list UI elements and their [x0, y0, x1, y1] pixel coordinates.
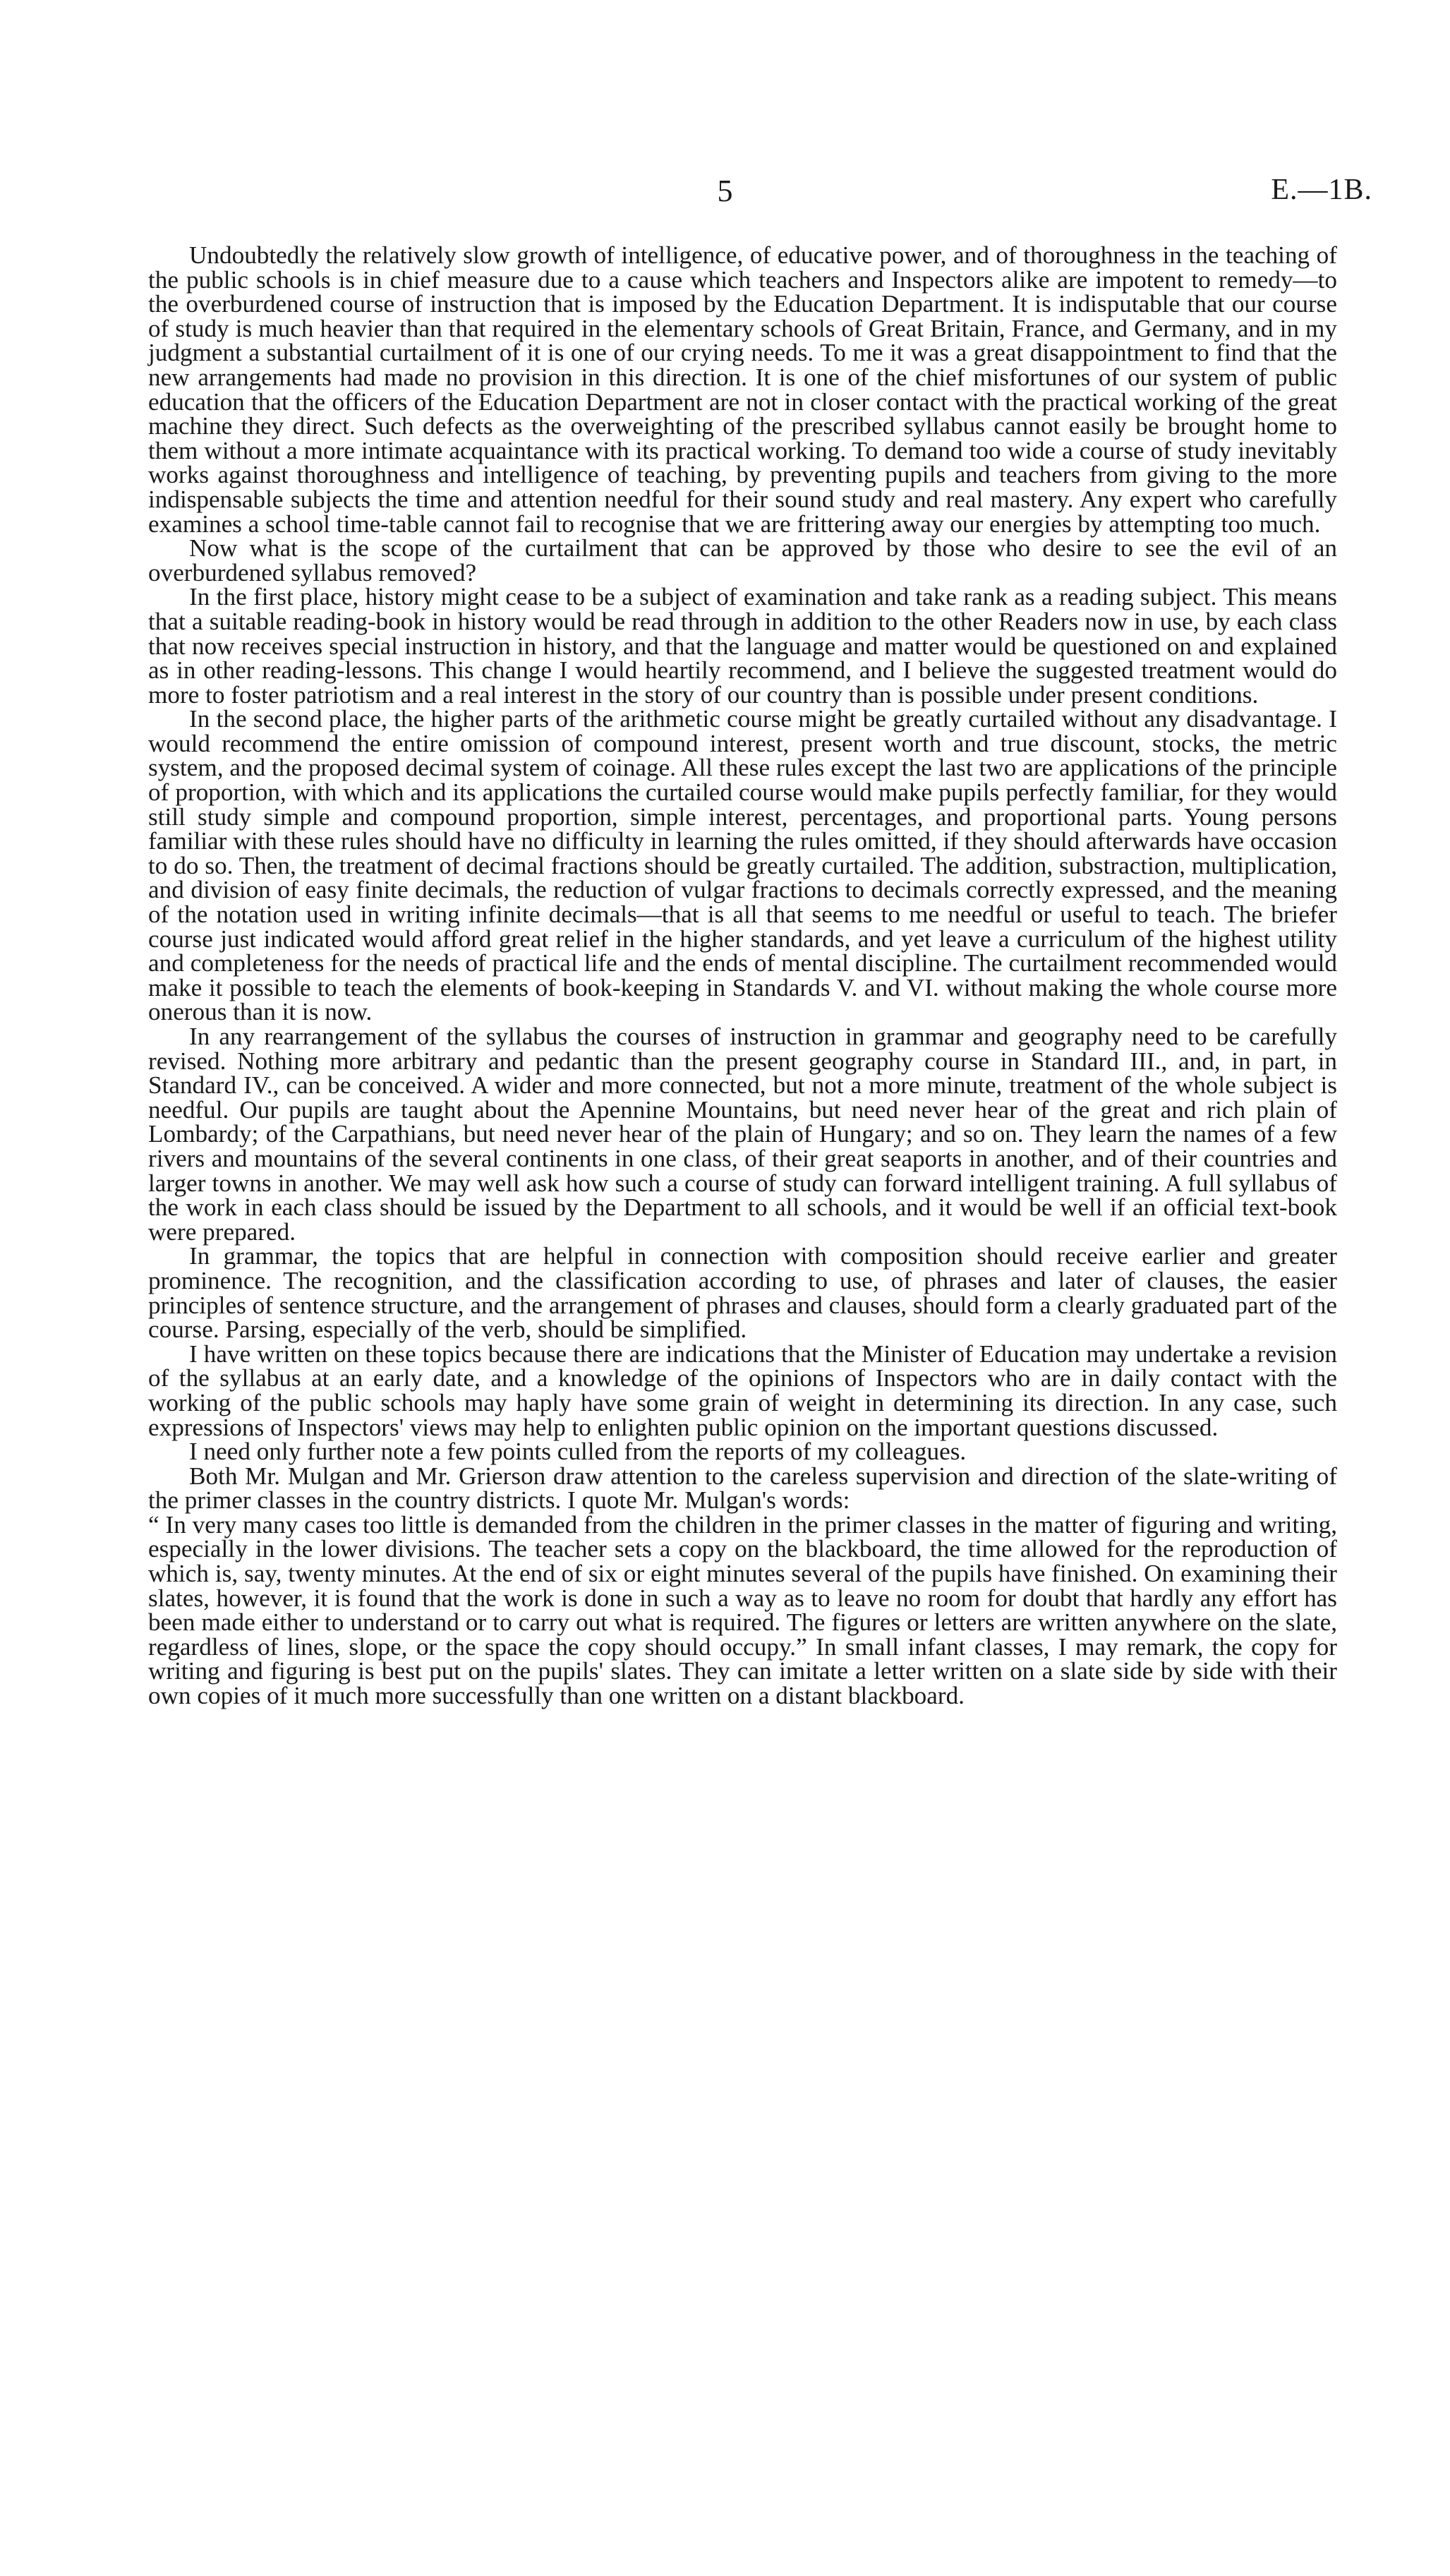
- paragraph-scope-of-curtailment: Now what is the scope of the curtailment that can be approved by those who desire to see the evil of an overburdened syllabus removed?: [148, 534, 1337, 586]
- report-body: [148, 243, 1337, 1709]
- paragraph-arithmetic: In the second place, the higher parts of the arithmetic course might be greatly curtailed without any disadvantage. I would recommend the entire omission of compound interest, present worth and true discount, stocks, the metric system, and the proposed decimal system of coinage. All these rules except the last two are applications of the principle of proportion, with which and its applications the curtailed course would make pupils perfectly familiar, for they would still study simple and compound proportion, simple interest, percentages, and proportional parts. Young persons familiar with these rules should have no difficulty in learning the rules omitted, if they should afterwards have occasion to do so. Then, the treatment of decimal fractions should be greatly curtailed. The addition, substraction, multiplication, and division of easy finite decimals, the reduction of vulgar fractions to decimals correctly expressed, and the meaning of the notation used in writing infinite decimals—that is all that seems to me needful or useful to teach. The briefer course just indicated would afford great relief in the higher standards, and yet leave a curriculum of the highest utility and completeness for the needs of practical life and the ends of mental discipline. The curtailment recommended would make it possible to teach the elements of book-keeping in Standards V. and VI. without making the whole course more onerous than it is now.: [148, 705, 1337, 1026]
- paragraph-grammar: In grammar, the topics that are helpful in connection with composition should receive earlier and greater prominence. The recognition, and the classification according to use, of phrases and later of clauses, the easier principles of sentence structure, and the arrangement of phrases and clauses, should form a clearly graduated part of the course. Parsing, especially of the verb, should be simplified.: [148, 1242, 1337, 1344]
- paragraph-slate-writing: Both Mr. Mulgan and Mr. Grierson draw attention to the careless supervision and direction of the slate-writing of the primer classes in the country districts. I quote Mr. Mulgan's words:: [148, 1462, 1337, 1515]
- paragraph-mulgan-quote: “ In very many cases too little is demanded from the children in the primer classes in the matter of figuring and writing, especially in the lower divisions. The teacher sets a copy on the blackboard, the time allowed for the reproduction of which is, say, twenty minutes. At the end of six or eight minutes several of the pupils have finished. On examining their slates, however, it is found that the work is done in such a way as to leave no room for doubt that hardly any effort has been made either to understand or to carry out what is required. The figures or letters are written anywhere on the slate, regardless of lines, slope, or the space the copy should occupy.” In small infant classes, I may remark, the copy for writing and figuring is best put on the pupils' slates. They can imitate a letter written on a slate side by side with their own copies of it much more successfully than one written on a distant blackboard.: [148, 1510, 1337, 1710]
- paragraph-colleagues-reports: I need only further note a few points culled from the reports of my colleagues.: [189, 1438, 967, 1466]
- page-reference: E.—1B.: [1271, 174, 1372, 206]
- paragraph-overburdened-course: Undoubtedly the relatively slow growth of intelligence, of educative power, and of thoroughness in the teaching of the public schools is in chief measure due to a cause which teachers and Inspectors alike are impotent to remedy—to the overburdened course of instruction that is imposed by the Education Department. It is indisputable that our course of study is much heavier than that required in the elementary schools of Great Britain, France, and Germany, and in my judgment a substantial curtailment of it is one of our crying needs. To me it was a great disappointment to find that the new arrangements had made no provision in this direction. It is one of the chief misfortunes of our system of public education that the officers of the Education Department are not in closer contact with the practical working of the great machine they direct. Such defects as the overweighting of the prescribed syllabus cannot easily be brought home to them without a more intimate acquaintance with its practical working. To demand too wide a course of study inevitably works against thoroughness and intelligence of teaching, by preventing pupils and teachers from giving to the more indispensable subjects the time and attention needful for their sound study and real mastery. Any expert who carefully examines a school time-table cannot fail to recognise that we are frittering away our energies by attempting too much.: [148, 241, 1337, 538]
- paragraph-syllabus-revision: I have written on these topics because there are indications that the Minister of Education may undertake a revision of the syllabus at an early date, and a knowledge of the opinions of Inspectors who are in daily contact with the working of the public schools may haply have some grain of weight in determining its direction. In any case, such expressions of Inspectors' views may help to enlighten public opinion on the important questions discussed.: [148, 1340, 1337, 1441]
- paragraph-history: In the first place, history might cease to be a subject of examination and take rank as a reading subject. This means that a suitable reading-book in history would be read through in addition to the other Readers now in use, by each class that now receives special instruction in history, and that the language and matter would be questioned on and explained as in other reading-lessons. This change I would heartily recommend, and I believe the suggested treatment would do more to foster patriotism and a real interest in the story of our country than is possible under present conditions.: [148, 583, 1337, 709]
- page-number: 5: [717, 174, 733, 208]
- paragraph-geography: In any rearrangement of the syllabus the courses of instruction in grammar and geography need to be carefully revised. Nothing more arbitrary and pedantic than the present geography course in Standard III., and, in part, in Standard IV., can be conceived. A wider and more connected, but not a more minute, treatment of the whole subject is needful. Our pupils are taught about the Apennine Mountains, but need never hear of the great and rich plain of Lombardy; of the Carpathians, but need never hear of the plain of Hungary; and so on. They learn the names of a few rivers and mountains of the several continents in one class, of their great seaports in another, and of their countries and larger towns in another. We may well ask how such a course of study can forward intelligent training. A full syllabus of the work in each class should be issued by the Department to all schools, and it would be well if an official text-book were prepared.: [148, 1023, 1337, 1246]
